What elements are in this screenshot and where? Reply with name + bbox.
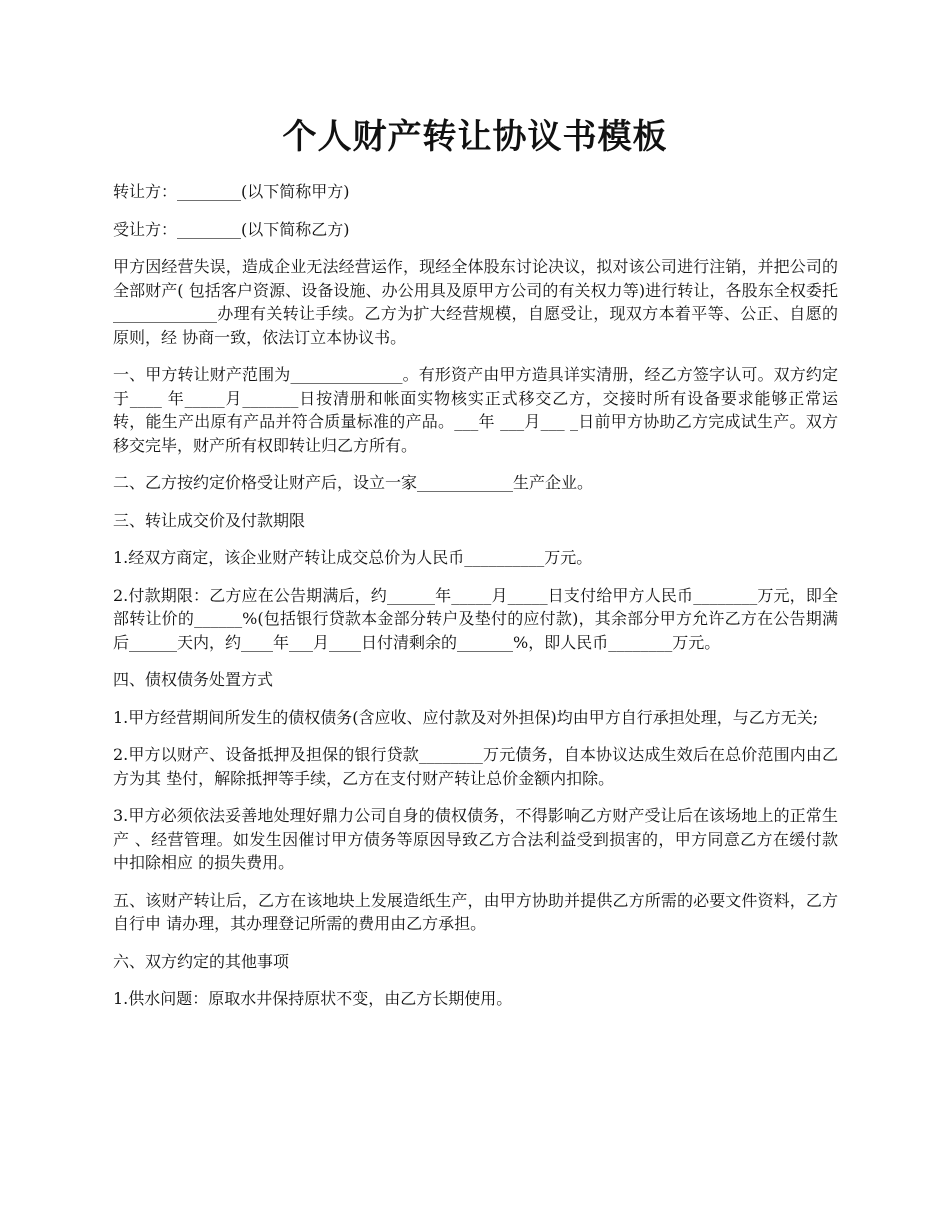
document-title: 个人财产转让协议书模板 xyxy=(282,117,668,157)
clause-3-heading: 三、转让成交价及付款期限 xyxy=(113,510,306,530)
transferor-line: 转让方：________(以下简称甲方) xyxy=(113,182,350,201)
clause-6-item-1: 1.供水问题：原取水井保持原状不变，由乙方长期使用。 xyxy=(113,989,513,1008)
clause-3-item-2: 2.付款期限：乙方应在公告期满后，约______年_____月_____日支付给甲方人民币________万元，即全部转让价的______%(包括银行贷款本金部分转户及垫付的应付款)，其余部分甲方允许乙方在公告期满后______天内，约____年___月____日付清剩余的_______%，即人民币________万元。 xyxy=(113,585,838,652)
clause-4-item-1: 1.甲方经营期间所发生的债权债务(含应收、应付款及对外担保)均由甲方自行承担处理，与乙方无关; xyxy=(113,707,819,727)
preamble-paragraph: 甲方因经营失误，造成企业无法经营运作，现经全体股东讨论决议，拟对该公司进行注销，并把公司的全部财产( 包括客户资源、设备设施、办公用具及原甲方公司的有关权力等)进行转让，各股东全权委托 _____________办理有关转让手续。乙方为扩大经营规模，自愿受让，现双方本着平等、公正、自愿的原则，经 协商一致，依法订立本协议书。 xyxy=(113,257,838,347)
document-body xyxy=(113,180,838,1025)
clause-4-heading: 四、债权债务处置方式 xyxy=(113,670,274,689)
clause-1-paragraph: 一、甲方转让财产范围为______________。有形资产由甲方造具详实清册，经乙方签字认可。双方约定于____ 年_____月_______日按清册和帐面实物核实正式移交乙方，交接时所有设备要求能够正常运转，能生产出原有产品并符合质量标准的产品。___年 ___月___ _日前甲方协助乙方完成试生产。双方移交完毕，财产所有权即转让归乙方所有。 xyxy=(113,365,838,455)
clause-2-paragraph: 二、乙方按约定价格受让财产后，设立一家____________生产企业。 xyxy=(113,473,594,492)
clause-5-paragraph: 五、该财产转让后，乙方在该地块上发展造纸生产，由甲方协助并提供乙方所需的必要文件资料，乙方自行申 请办理，其办理登记所需的费用由乙方承担。 xyxy=(113,890,838,933)
clause-4-item-2: 2.甲方以财产、设备抵押及担保的银行贷款________万元债务，自本协议达成生效后在总价范围内由乙方为其 垫付，解除抵押等手续，乙方在支付财产转让总价金额内扣除。 xyxy=(113,745,838,788)
clause-4-item-3: 3.甲方必须依法妥善地处理好鼎力公司自身的债权债务，不得影响乙方财产受让后在该场地上的正常生产 、经营管理。如发生因催讨甲方债务等原因导致乙方合法利益受到损害的，甲方同意乙方在缓付款中扣除相应 的损失费用。 xyxy=(113,806,838,872)
transferee-line: 受让方：________(以下简称乙方) xyxy=(113,219,350,239)
clause-6-heading: 六、双方约定的其他事项 xyxy=(113,951,290,971)
clause-3-item-1: 1.经双方商定，该企业财产转让成交总价为人民币__________万元。 xyxy=(113,548,593,567)
